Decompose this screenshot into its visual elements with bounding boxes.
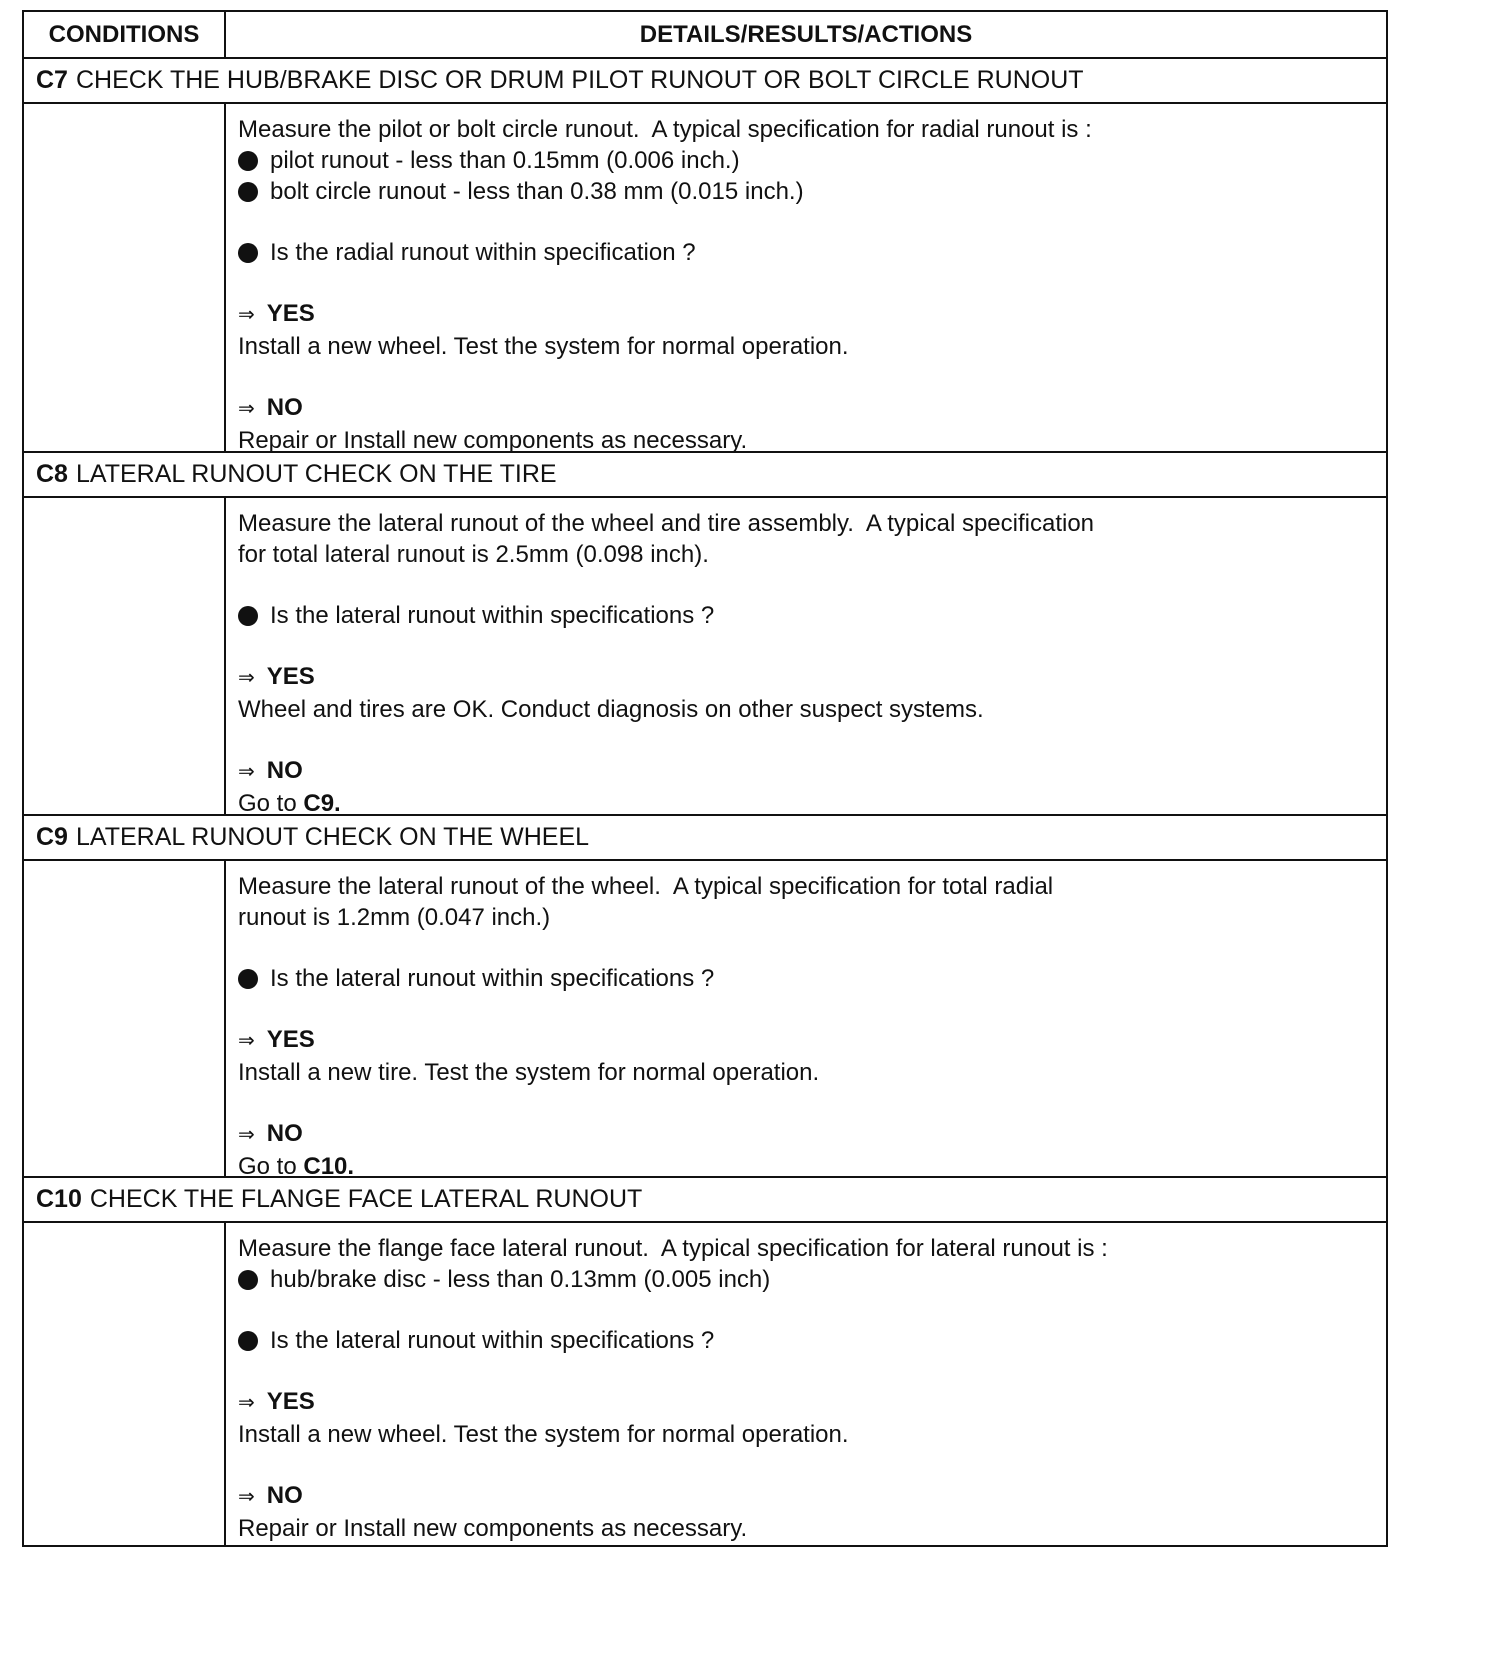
bullet-icon bbox=[238, 606, 258, 626]
no-action bbox=[238, 425, 1374, 456]
section-title-c10 bbox=[24, 1178, 1386, 1223]
no-action bbox=[238, 1151, 1374, 1182]
bullet-icon bbox=[238, 182, 258, 202]
goto-reference: C10. bbox=[303, 1153, 355, 1180]
question bbox=[238, 237, 1374, 268]
no-action bbox=[238, 788, 1374, 819]
section-title: LATERAL RUNOUT CHECK ON THE TIRE bbox=[75, 460, 557, 488]
no-action-text: Go to bbox=[238, 790, 297, 817]
intro-line: Measure the lateral runout of the wheel and tire assembly. A typical specification bbox=[238, 510, 1095, 537]
intro-line: Measure the lateral runout of the wheel. A typical specification for total radial bbox=[238, 873, 1054, 900]
no-text-label: NO bbox=[266, 1482, 303, 1509]
yes-action: Wheel and tires are OK. Conduct diagnosis on other suspect systems. bbox=[238, 696, 984, 723]
double-right-arrow-icon: ⇒ bbox=[238, 1392, 255, 1414]
spec-text: pilot runout - less than 0.15mm (0.006 inch.) bbox=[270, 147, 740, 174]
question bbox=[238, 600, 1374, 631]
no-label bbox=[238, 392, 1374, 425]
section-title: CHECK THE HUB/BRAKE DISC OR DRUM PILOT RUNOUT OR BOLT CIRCLE RUNOUT bbox=[75, 66, 1084, 94]
no-action-text: Repair or Install new components as necessary. bbox=[238, 1515, 748, 1542]
yes-action: Install a new wheel. Test the system for normal operation. bbox=[238, 1421, 849, 1448]
conditions-cell bbox=[24, 861, 226, 1176]
question bbox=[238, 963, 1374, 994]
section-title-c8 bbox=[24, 453, 1386, 498]
yes-label bbox=[238, 661, 1374, 694]
no-action-text: Go to bbox=[238, 1153, 297, 1180]
no-text-label: NO bbox=[266, 757, 303, 784]
no-text-label: NO bbox=[266, 394, 303, 421]
table-header bbox=[24, 12, 1386, 59]
section-code: C8 bbox=[36, 460, 68, 488]
bullet-icon bbox=[238, 243, 258, 263]
details-cell bbox=[226, 861, 1386, 1180]
double-right-arrow-icon: ⇒ bbox=[238, 667, 255, 689]
double-right-arrow-icon: ⇒ bbox=[238, 398, 255, 420]
diagnostic-table bbox=[22, 10, 1388, 1547]
no-label bbox=[238, 1480, 1374, 1513]
yes-action: Install a new tire. Test the system for normal operation. bbox=[238, 1059, 820, 1086]
conditions-cell bbox=[24, 104, 226, 451]
section-title-c7 bbox=[24, 59, 1386, 104]
section-code: C7 bbox=[36, 66, 68, 94]
spec-text: bolt circle runout - less than 0.38 mm (0.015 inch.) bbox=[270, 178, 804, 205]
yes-label bbox=[238, 1386, 1374, 1419]
section-title-c9 bbox=[24, 816, 1386, 861]
yes-action: Install a new wheel. Test the system for normal operation. bbox=[238, 333, 849, 360]
details-cell bbox=[226, 1223, 1386, 1545]
yes-text-label: YES bbox=[266, 300, 315, 327]
intro-line: Measure the pilot or bolt circle runout. A typical specification for radial runout is : bbox=[238, 116, 1092, 143]
conditions-cell bbox=[24, 1223, 226, 1545]
double-right-arrow-icon: ⇒ bbox=[238, 304, 255, 326]
intro-line: Measure the flange face lateral runout. A typical specification for lateral runout is : bbox=[238, 1235, 1108, 1262]
spec-item bbox=[238, 176, 1374, 207]
no-label bbox=[238, 1118, 1374, 1151]
spec-text: hub/brake disc - less than 0.13mm (0.005 inch) bbox=[270, 1266, 771, 1293]
details-header: DETAILS/RESULTS/ACTIONS bbox=[639, 20, 973, 48]
question-text: Is the lateral runout within specifications ? bbox=[270, 965, 715, 992]
section-body-c10 bbox=[24, 1223, 1386, 1545]
yes-label bbox=[238, 298, 1374, 331]
goto-reference: C9. bbox=[303, 790, 341, 817]
no-action-text: Repair or Install new components as necessary. bbox=[238, 427, 748, 454]
section-body-c7 bbox=[24, 104, 1386, 453]
yes-text-label: YES bbox=[266, 663, 315, 690]
question-text: Is the lateral runout within specifications ? bbox=[270, 1327, 715, 1354]
no-action bbox=[238, 1513, 1374, 1544]
section-title: CHECK THE FLANGE FACE LATERAL RUNOUT bbox=[89, 1185, 643, 1213]
yes-text-label: YES bbox=[266, 1026, 315, 1053]
bullet-icon bbox=[238, 1270, 258, 1290]
question-text: Is the lateral runout within specifications ? bbox=[270, 602, 715, 629]
section-title: LATERAL RUNOUT CHECK ON THE WHEEL bbox=[75, 823, 590, 851]
double-right-arrow-icon: ⇒ bbox=[238, 761, 255, 783]
section-body-c9 bbox=[24, 861, 1386, 1178]
bullet-icon bbox=[238, 1331, 258, 1351]
yes-text-label: YES bbox=[266, 1388, 315, 1415]
double-right-arrow-icon: ⇒ bbox=[238, 1030, 255, 1052]
question bbox=[238, 1325, 1374, 1356]
section-code: C10 bbox=[36, 1185, 82, 1213]
no-label bbox=[238, 755, 1374, 788]
conditions-cell bbox=[24, 498, 226, 814]
conditions-header: CONDITIONS bbox=[24, 12, 226, 57]
spec-item bbox=[238, 1264, 1374, 1295]
section-body-c8 bbox=[24, 498, 1386, 816]
intro-line: runout is 1.2mm (0.047 inch.) bbox=[238, 904, 551, 931]
section-code: C9 bbox=[36, 823, 68, 851]
double-right-arrow-icon: ⇒ bbox=[238, 1124, 255, 1146]
double-right-arrow-icon: ⇒ bbox=[238, 1486, 255, 1508]
spec-item bbox=[238, 145, 1374, 176]
no-text-label: NO bbox=[266, 1120, 303, 1147]
details-cell bbox=[226, 498, 1386, 817]
question-text: Is the radial runout within specification ? bbox=[270, 239, 696, 266]
yes-label bbox=[238, 1024, 1374, 1057]
details-cell bbox=[226, 104, 1386, 454]
bullet-icon bbox=[238, 151, 258, 171]
intro-line: for total lateral runout is 2.5mm (0.098 inch). bbox=[238, 541, 709, 568]
bullet-icon bbox=[238, 969, 258, 989]
